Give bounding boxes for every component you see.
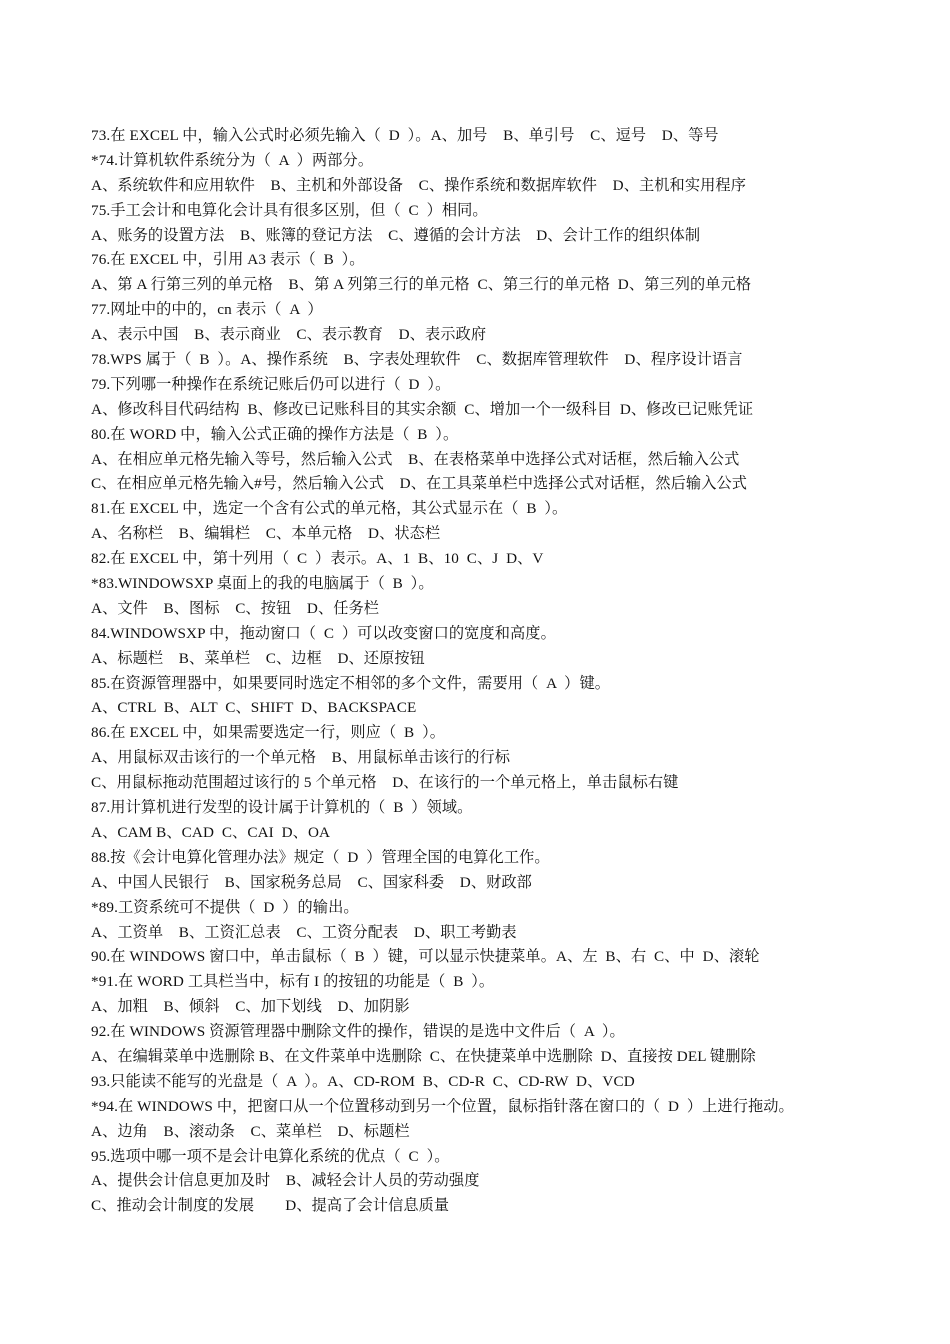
question-89: *89.工资系统可不提供（ D ）的输出。 bbox=[91, 898, 359, 916]
options-79: A、修改科目代码结构 B、修改已记账科目的其实余额 C、增加一个一级科目 D、修改已记账凭证 bbox=[91, 400, 754, 418]
question-79: 79.下列哪一种操作在系统记账后仍可以进行（ D ）。 bbox=[91, 375, 451, 393]
options-81: A、名称栏 B、编辑栏 C、本单元格 D、状态栏 bbox=[91, 525, 441, 543]
options-87: A、CAM B、CAD C、CAI D、OA bbox=[91, 823, 331, 841]
question-77: 77.网址中的中的，cn 表示（ A ） bbox=[91, 301, 323, 319]
question-76: 76.在 EXCEL 中，引用 A3 表示（ B ）。 bbox=[91, 251, 365, 269]
question-90: 90.在 WINDOWS 窗口中，单击鼠标（ B ）键，可以显示快捷菜单。A、左 B、右 C、中 D、滚轮 bbox=[91, 948, 760, 966]
question-84: 84.WINDOWSXP 中，拖动窗口（ C ）可以改变窗口的宽度和高度。 bbox=[91, 624, 556, 642]
options-77: A、表示中国 B、表示商业 C、表示教育 D、表示政府 bbox=[91, 326, 487, 344]
options-86-ab: A、用鼠标双击该行的一个单元格 B、用鼠标单击该行的行标 bbox=[91, 749, 511, 767]
options-95-cd: C、推动会计制度的发展 D、提高了会计信息质量 bbox=[91, 1197, 450, 1215]
question-83: *83.WINDOWSXP 桌面上的我的电脑属于（ B ）。 bbox=[91, 575, 434, 593]
question-91: *91.在 WORD 工具栏当中，标有 I 的按钮的功能是（ B ）。 bbox=[91, 973, 495, 991]
options-76: A、第 A 行第三列的单元格 B、第 A 列第三行的单元格 C、第三行的单元格 D、第三列的单元格 bbox=[91, 276, 752, 294]
question-80: 80.在 WORD 中，输入公式正确的操作方法是（ B ）。 bbox=[91, 425, 459, 443]
options-84: A、标题栏 B、菜单栏 C、边框 D、还原按钮 bbox=[91, 649, 425, 667]
question-93: 93.只能读不能写的光盘是（ A ）。A、CD-ROM B、CD-R C、CD-RW D、VCD bbox=[91, 1072, 635, 1090]
options-74: A、系统软件和应用软件 B、主机和外部设备 C、操作系统和数据库软件 D、主机和实用程序 bbox=[91, 176, 746, 194]
options-85: A、CTRL B、ALT C、SHIFT D、BACKSPACE bbox=[91, 699, 417, 717]
question-74: *74.计算机软件系统分为（ A ）两部分。 bbox=[91, 151, 374, 169]
options-75: A、账务的设置方法 B、账簿的登记方法 C、遵循的会计方法 D、会计工作的组织体制 bbox=[91, 226, 701, 244]
document-page bbox=[91, 124, 871, 1219]
question-81: 81.在 EXCEL 中，选定一个含有公式的单元格，其公式显示在（ B ）。 bbox=[91, 500, 568, 518]
question-94: *94.在 WINDOWS 中，把窗口从一个位置移动到另一个位置，鼠标指针落在窗口的（ D ）上进行拖动。 bbox=[91, 1097, 794, 1115]
question-88: 88.按《会计电算化管理办法》规定（ D ）管理全国的电算化工作。 bbox=[91, 848, 550, 866]
options-83: A、文件 B、图标 C、按钮 D、任务栏 bbox=[91, 599, 380, 617]
options-80-cd: C、在相应单元格先输入#号，然后输入公式 D、在工具菜单栏中选择公式对话框，然后输入公式 bbox=[91, 475, 748, 493]
question-95: 95.选项中哪一项不是会计电算化系统的优点（ C ）。 bbox=[91, 1147, 450, 1165]
question-85: 85.在资源管理器中，如果要同时选定不相邻的多个文件，需要用（ A ）键。 bbox=[91, 674, 611, 692]
options-86-cd: C、用鼠标拖动范围超过该行的 5 个单元格 D、在该行的一个单元格上，单击鼠标右键 bbox=[91, 774, 679, 792]
question-75: 75.手工会计和电算化会计具有很多区别，但（ C ）相同。 bbox=[91, 201, 488, 219]
options-95-ab: A、提供会计信息更加及时 B、减轻会计人员的劳动强度 bbox=[91, 1172, 480, 1190]
question-86: 86.在 EXCEL 中，如果需要选定一行，则应（ B ）。 bbox=[91, 724, 446, 742]
options-88: A、中国人民银行 B、国家税务总局 C、国家科委 D、财政部 bbox=[91, 873, 532, 891]
options-80-ab: A、在相应单元格先输入等号，然后输入公式 B、在表格菜单中选择公式对话框，然后输入公式 bbox=[91, 450, 740, 468]
options-94: A、边角 B、滚动条 C、菜单栏 D、标题栏 bbox=[91, 1122, 410, 1140]
options-91: A、加粗 B、倾斜 C、加下划线 D、加阴影 bbox=[91, 998, 410, 1016]
question-73: 73.在 EXCEL 中，输入公式时必须先输入（ D ）。A、加号 B、单引号 C、逗号 D、等号 bbox=[91, 127, 719, 144]
options-89: A、工资单 B、工资汇总表 C、工资分配表 D、职工考勤表 bbox=[91, 923, 517, 941]
question-82: 82.在 EXCEL 中，第十列用（ C ）表示。A、1 B、10 C、J D、V bbox=[91, 550, 544, 568]
options-92: A、在编辑菜单中选删除 B、在文件菜单中选删除 C、在快捷菜单中选删除 D、直接按 DEL 键删除 bbox=[91, 1047, 756, 1065]
question-87: 87.用计算机进行发型的设计属于计算机的（ B ）领域。 bbox=[91, 799, 473, 817]
question-78: 78.WPS 属于（ B ）。A、操作系统 B、字表处理软件 C、数据库管理软件 D、程序设计语言 bbox=[91, 351, 743, 369]
question-92: 92.在 WINDOWS 资源管理器中删除文件的操作，错误的是选中文件后（ A ）。 bbox=[91, 1023, 625, 1041]
